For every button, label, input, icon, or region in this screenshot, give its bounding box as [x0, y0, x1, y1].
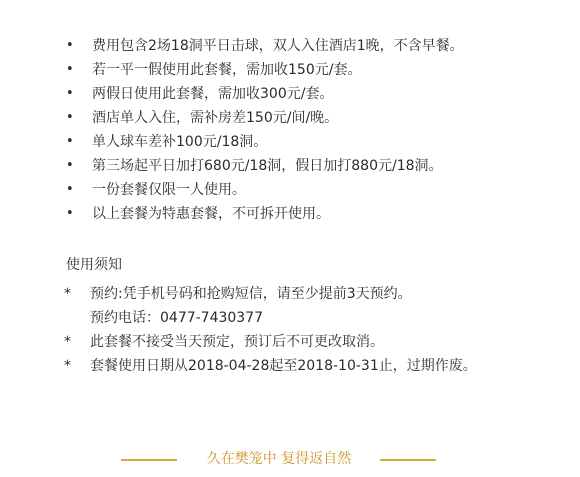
- list-item: [62, 82, 464, 106]
- term-text: 酒店单人入住，需补房差150元/间/晚。: [92, 110, 339, 126]
- list-item: [62, 178, 464, 202]
- bullet-icon: •: [66, 134, 74, 149]
- asterisk-icon: *: [64, 334, 71, 350]
- term-text: 若一平一假使用此套餐，需加收150元/套。: [92, 62, 362, 78]
- bullet-icon: •: [66, 182, 74, 197]
- term-text: 一份套餐仅限一人使用。: [92, 182, 246, 198]
- validity-note: [62, 354, 477, 378]
- usage-notice-list: [62, 282, 477, 378]
- footer-slogan-bar: [0, 447, 580, 471]
- package-terms-list: [62, 34, 464, 226]
- no-same-day-note: [62, 330, 477, 354]
- booking-note: [62, 282, 477, 330]
- list-item: [62, 202, 464, 226]
- list-item: [62, 58, 464, 82]
- bullet-icon: •: [66, 38, 74, 53]
- list-item: [62, 130, 464, 154]
- bullet-icon: •: [66, 86, 74, 101]
- bullet-icon: •: [66, 110, 74, 125]
- validity-text: 套餐使用日期从2018-04-28起至2018-10-31止，过期作废。: [90, 358, 477, 374]
- list-item: [62, 154, 464, 178]
- term-text: 两假日使用此套餐，需加收300元/套。: [92, 86, 334, 102]
- list-item: [62, 106, 464, 130]
- list-item: [62, 34, 464, 58]
- divider-left: [121, 459, 177, 461]
- asterisk-icon: *: [64, 358, 71, 374]
- no-same-day-text: 此套餐不接受当天预定，预订后不可更改取消。: [90, 334, 384, 350]
- bullet-icon: •: [66, 206, 74, 221]
- bullet-icon: •: [66, 62, 74, 77]
- term-text: 费用包含2场18洞平日击球，双人入住酒店1晚，不含早餐。: [92, 38, 464, 54]
- bullet-icon: •: [66, 158, 74, 173]
- divider-right: [380, 459, 436, 461]
- footer-slogan: 久在樊笼中 复得返自然: [206, 451, 352, 467]
- usage-notice-title: 使用须知: [66, 257, 122, 273]
- term-text: 单人球车差补100元/18洞。: [92, 134, 268, 150]
- asterisk-icon: *: [64, 286, 71, 302]
- booking-phone: 预约电话：0477-7430377: [90, 310, 264, 326]
- term-text: 第三场起平日加打680元/18洞，假日加打880元/18洞。: [92, 158, 443, 174]
- term-text: 以上套餐为特惠套餐，不可拆开使用。: [92, 206, 330, 222]
- booking-text: 预约:凭手机号码和抢购短信，请至少提前3天预约。: [90, 286, 412, 302]
